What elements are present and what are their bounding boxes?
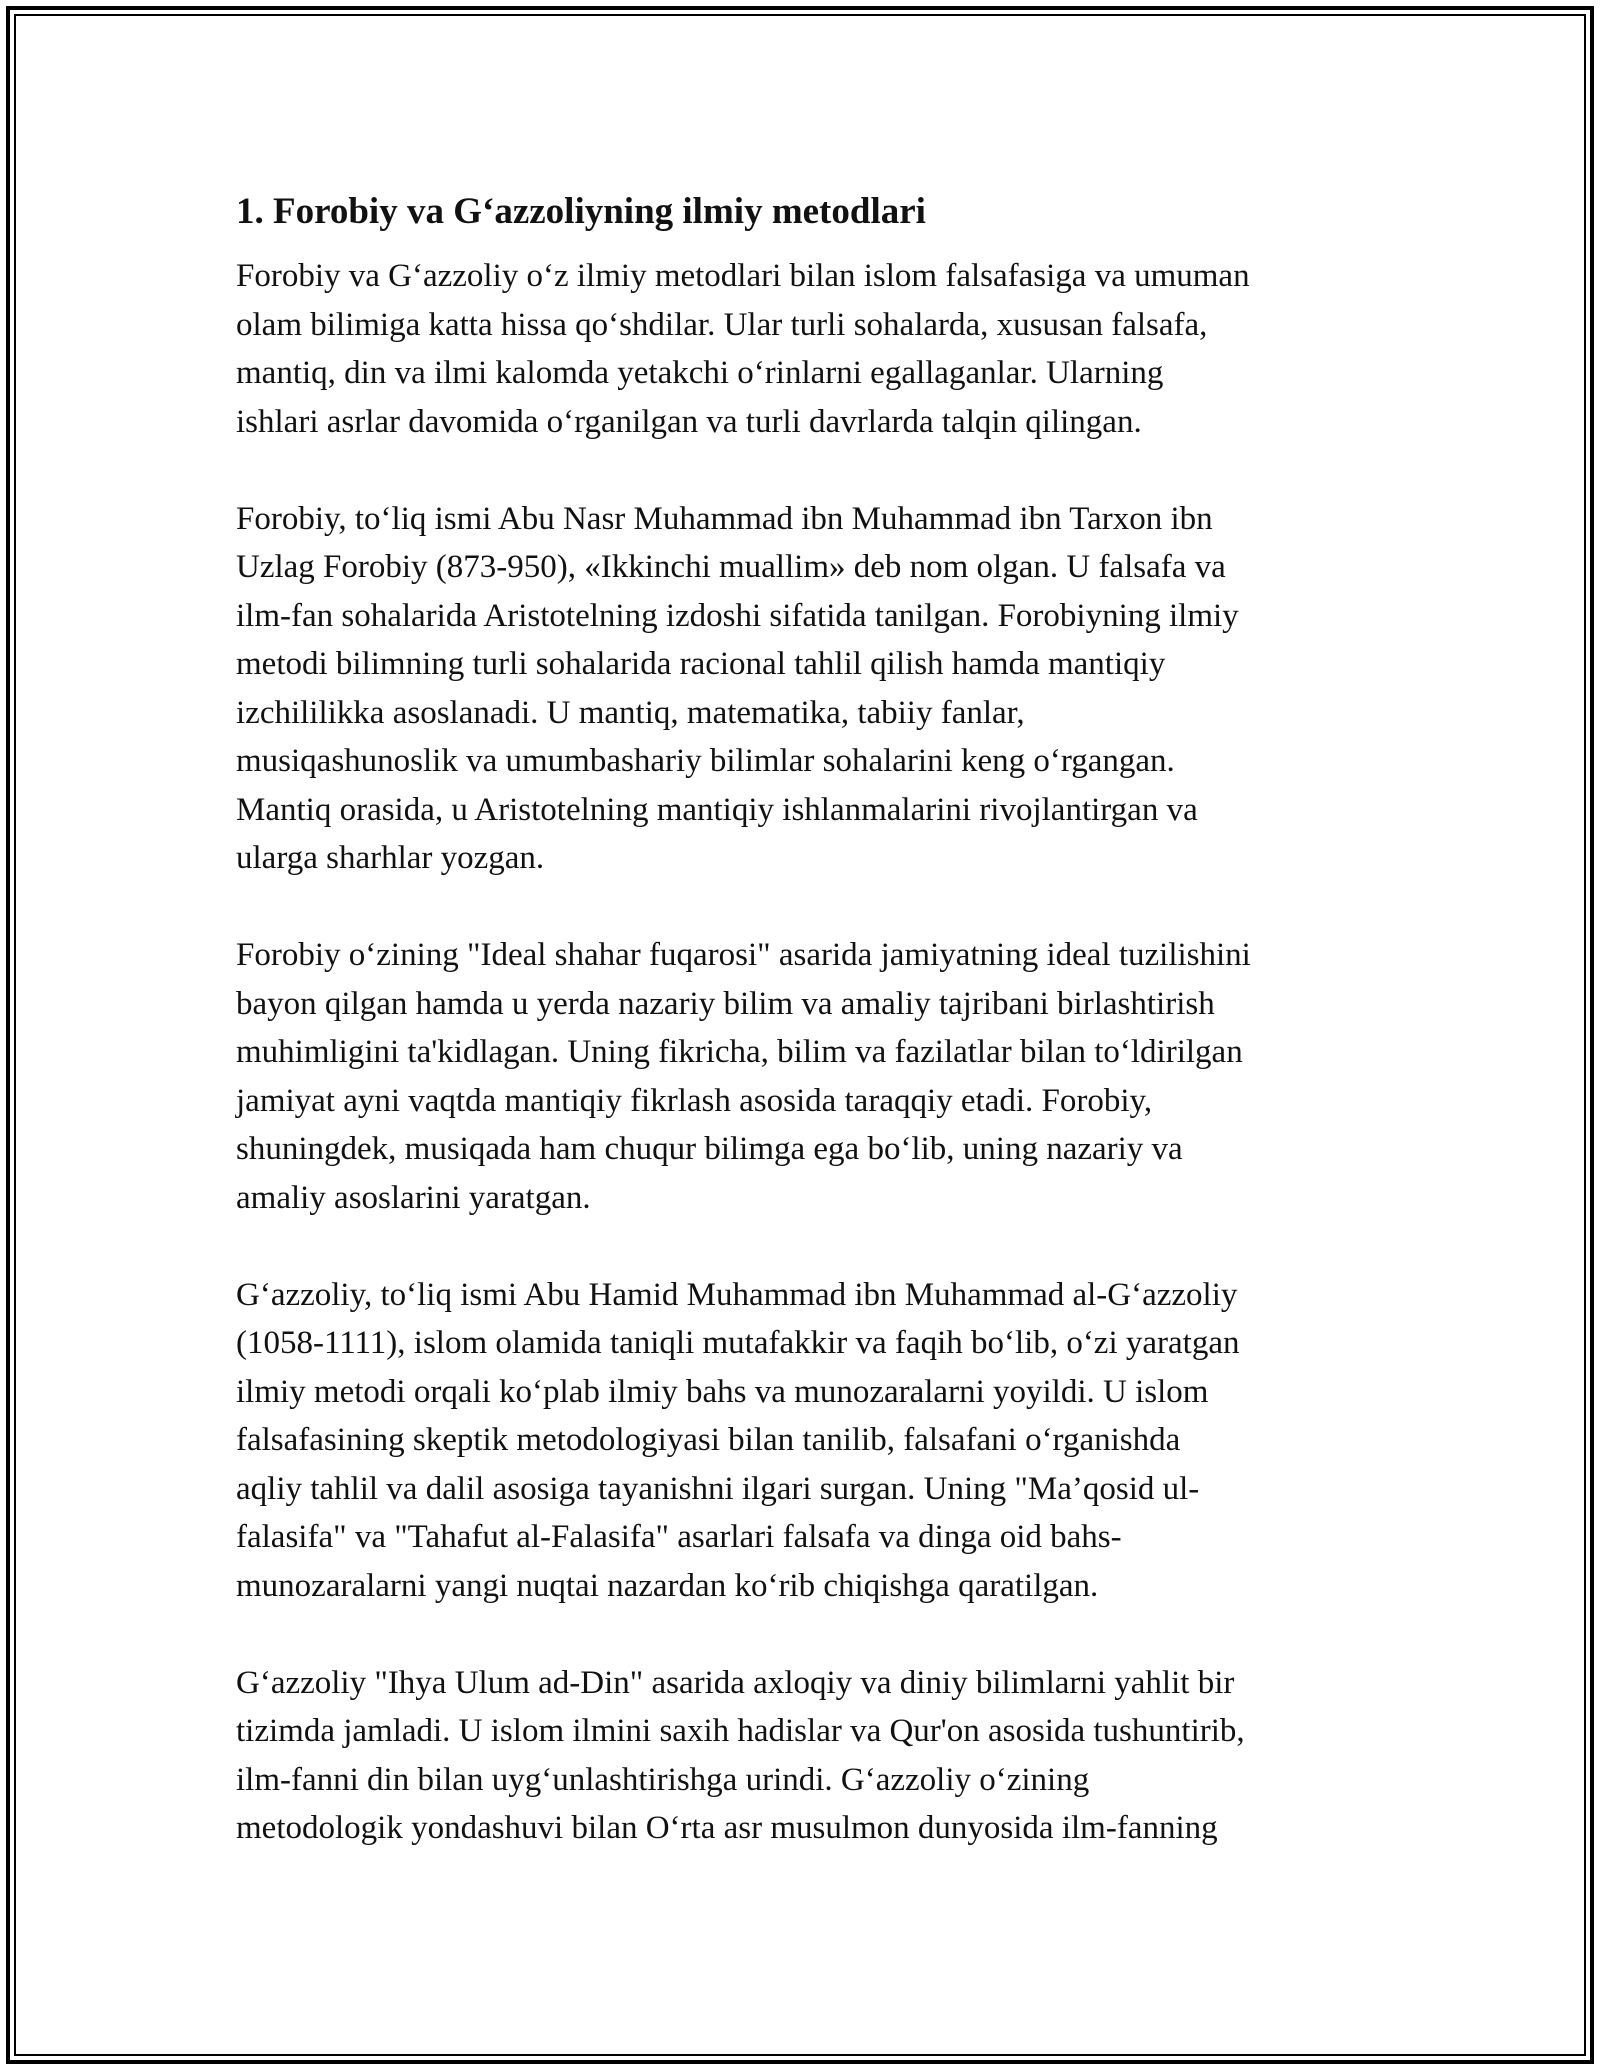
paragraph-line: Mantiq orasida, u Aristotelning mantiqiy ishlanmalarini rivojlantirgan va (236, 791, 1198, 828)
paragraph (236, 1271, 1366, 1611)
paragraph-line: olam bilimiga katta hissa qo‘shdilar. Ular turli sohalarda, xususan falsafa, (236, 306, 1208, 343)
paragraph-line: bayon qilgan hamda u yerda nazariy bilim va amaliy tajribani birlashtirish (236, 985, 1215, 1022)
paragraph-line: izchililikka asoslanadi. U mantiq, matematika, tabiiy fanlar, (236, 694, 1025, 731)
paragraph-line: tizimda jamladi. U islom ilmini saxih hadislar va Qur'on asosida tushuntirib, (236, 1713, 1245, 1749)
paragraph-list (236, 252, 1366, 1853)
paragraph-line: mantiq, din va ilmi kalomda yetakchi o‘rinlarni egallaganlar. Ularning (236, 355, 1164, 391)
paragraph (236, 252, 1366, 446)
paragraph-line: G‘azzoliy, to‘liq ismi Abu Hamid Muhammad ibn Muhammad al-G‘azzoliy (236, 1276, 1238, 1313)
paragraph-line: Uzlag Forobiy (873-950), «Ikkinchi muallim» deb nom olgan. U falsafa va (236, 549, 1226, 585)
paragraph-line: falsafasining skeptik metodologiyasi bilan tanilib, falsafani o‘rganishda (236, 1422, 1181, 1458)
paragraph-line: (1058-1111), islom olamida taniqli mutafakkir va faqih bo‘lib, o‘zi yaratgan (236, 1325, 1240, 1361)
paragraph (236, 495, 1366, 883)
paragraph-line: Forobiy o‘zining "Ideal shahar fuqarosi" asarida jamiyatning ideal tuzilishini (236, 937, 1251, 973)
paragraph (236, 1659, 1366, 1853)
paragraph-line: metodologik yondashuvi bilan O‘rta asr musulmon dunyosida ilm-fanning (236, 1810, 1218, 1846)
paragraph-line: ilmiy metodi orqali ko‘plab ilmiy bahs va munozaralarni yoyildi. U islom (236, 1373, 1209, 1410)
document-title: 1. Forobiy va G‘azzoliyning ilmiy metodlari (236, 191, 926, 232)
paragraph-line: muhimligini ta'kidlagan. Uning fikricha, bilim va fazilatlar bilan to‘ldirilgan (236, 1034, 1243, 1070)
paragraph-line: munozaralarni yangi nuqtai nazardan ko‘rib chiqishga qaratilgan. (236, 1567, 1099, 1604)
paragraph-line: ularga sharhlar yozgan. (236, 840, 545, 876)
paragraph-line: Forobiy, to‘liq ismi Abu Nasr Muhammad ibn Muhammad ibn Tarxon ibn (236, 500, 1213, 537)
paragraph-line: musiqashunoslik va umumbashariy bilimlar sohalarini keng o‘rgangan. (236, 743, 1175, 779)
document-body (236, 186, 1366, 1853)
paragraph-line: shuningdek, musiqada ham chuqur bilimga ega bo‘lib, uning nazariy va (236, 1131, 1183, 1167)
paragraph-line: metodi bilimning turli sohalarida racional tahlil qilish hamda mantiqiy (236, 646, 1166, 682)
paragraph-line: jamiyat ayni vaqtda mantiqiy fikrlash asosida taraqqiy etadi. Forobiy, (236, 1082, 1153, 1119)
paragraph (236, 931, 1366, 1222)
paragraph-line: Forobiy va G‘azzoliy o‘z ilmiy metodlari bilan islom falsafasiga va umuman (236, 258, 1250, 294)
paragraph-line: amaliy asoslarini yaratgan. (236, 1179, 591, 1216)
paragraph-line: falasifa" va "Tahafut al-Falasifa" asarlari falsafa va dinga oid bahs- (236, 1519, 1122, 1555)
paragraph-line: ilm-fanni din bilan uyg‘unlashtirishga urindi. G‘azzoliy o‘zining (236, 1761, 1090, 1798)
paragraph-line: ilm-fan sohalarida Aristotelning izdoshi sifatida tanilgan. Forobiyning ilmiy (236, 597, 1239, 634)
paragraph-line: G‘azzoliy "Ihya Ulum ad-Din" asarida axloqiy va diniy bilimlarni yahlit bir (236, 1664, 1235, 1701)
paragraph-line: aqliy tahlil va dalil asosiga tayanishni ilgari surgan. Uning "Ma’qosid ul- (236, 1470, 1200, 1507)
paragraph-line: ishlari asrlar davomida o‘rganilgan va turli davrlarda talqin qilingan. (236, 403, 1142, 440)
